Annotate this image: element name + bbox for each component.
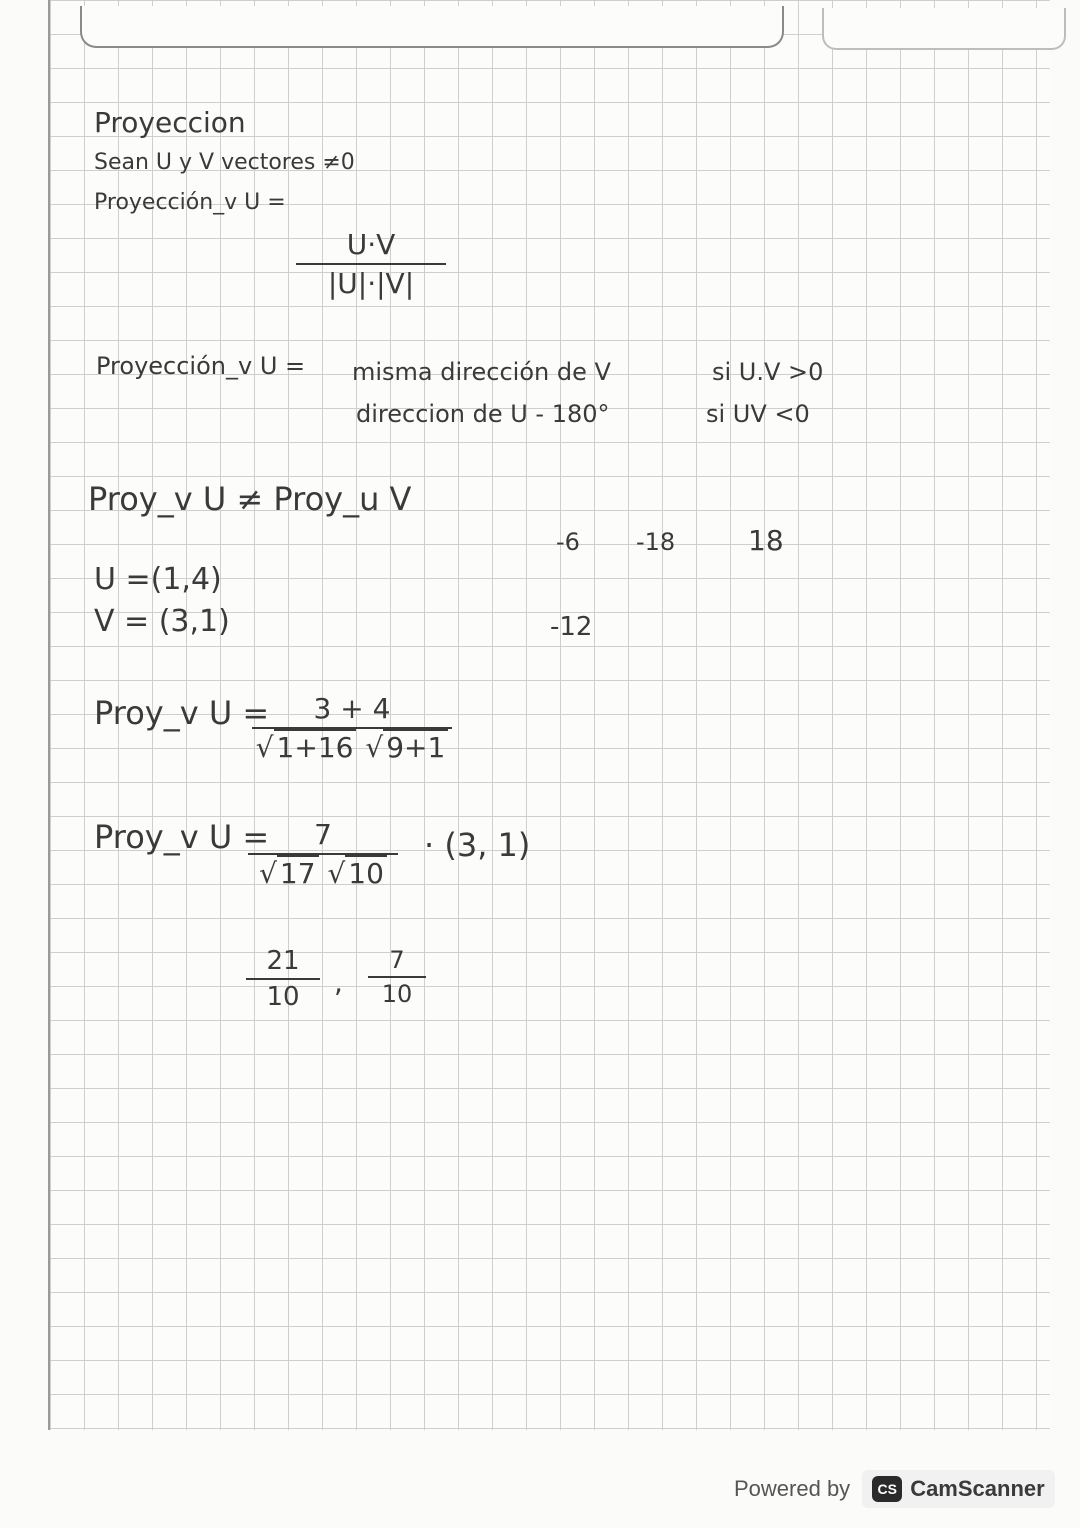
step1-radicand-b: 9+1 [383,729,448,764]
rule-line1-a: misma dirección de V [352,358,611,386]
formula-numerator: U·V [346,228,396,261]
step2-numerator: 7 [314,818,332,851]
step2-tail: · (3, 1) [424,826,531,864]
step1-denominator: √ 1+16 √ 9+1 [252,731,452,764]
v-definition: V = (3,1) [94,604,230,639]
camscanner-brand: CamScanner [910,1476,1045,1501]
scratch-value: -6 [556,528,580,556]
header-box [80,6,784,48]
result-x-numerator: 21 [266,946,300,976]
camscanner-badge [862,1470,1055,1508]
fraction-bar [246,978,320,980]
inequality: Proy_v U ≠ Proy_u V [88,480,412,518]
scratch-value: 18 [748,524,784,557]
step2-label: Proy_v U = [94,818,270,856]
u-definition: U =(1,4) [94,562,222,597]
given-line: Sean U y V vectores ≠0 [94,150,355,175]
step1-numerator: 3 + 4 [313,692,391,725]
fraction-bar [296,263,446,265]
result-component-x [246,946,320,1012]
scanner-watermark [734,1468,1064,1510]
result-x-denominator: 10 [266,982,300,1012]
powered-by-text: Powered by [734,1476,851,1501]
result-comma: , [334,966,343,999]
scratch-value: -18 [636,528,676,556]
step1-fraction [252,692,452,764]
title: Proyeccion [94,106,246,139]
rule-line1-b: si U.V >0 [712,358,824,386]
step2-radicand-a: 17 [277,855,319,890]
step2-fraction [248,818,398,890]
rule-label: Proyección_v U = [96,352,306,380]
header-code-box [822,8,1066,50]
formula-denominator: |U|·|V| [327,267,415,300]
projection-label: Proyección_v U = [94,190,286,215]
rule-line2-a: direccion de U - 180° [356,400,610,428]
scratch-value: -12 [550,612,593,642]
step1-radicand-a: 1+16 [274,729,357,764]
result-y-numerator: 7 [389,946,405,974]
step2-denominator: √ 17 √ 10 [248,857,398,890]
rule-line2-b: si UV <0 [706,400,810,428]
step1-label: Proy_v U = [94,694,270,732]
result-y-denominator: 10 [381,980,413,1008]
step2-radicand-b: 10 [345,855,387,890]
camscanner-logo-icon: CS [872,1476,902,1502]
fraction-bar [368,976,426,978]
result-component-y [368,946,426,1008]
projection-formula [296,228,446,300]
